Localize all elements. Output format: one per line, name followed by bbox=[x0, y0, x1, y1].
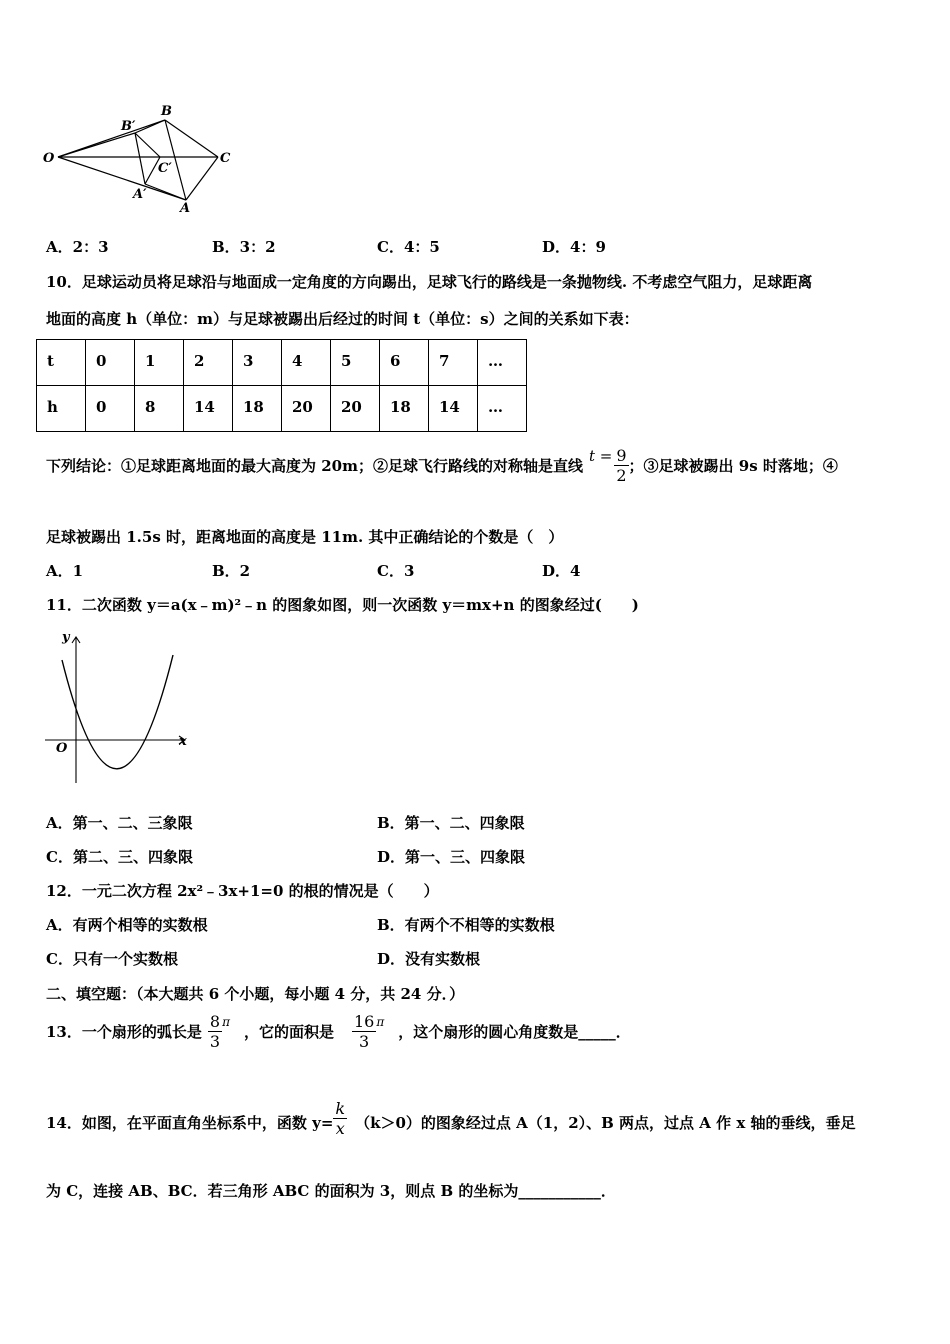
table-cell: 8 bbox=[135, 386, 184, 432]
table-cell: … bbox=[478, 386, 527, 432]
q10-option-d[interactable]: D．4 bbox=[542, 562, 581, 580]
q10-option-b[interactable]: B．2 bbox=[212, 562, 251, 580]
segment-BprimeB bbox=[135, 120, 165, 133]
table-cell: … bbox=[478, 340, 527, 386]
table-cell: 18 bbox=[233, 386, 282, 432]
q11-stem: 11．二次函数 y＝a(x﹣m)²﹣n 的图象如图，则一次函数 y＝mx+n 的图象经过( ) bbox=[46, 596, 639, 614]
label-A: A bbox=[180, 201, 191, 216]
q10-conclusion-line1 bbox=[46, 440, 838, 490]
q10-fraction-9-2 bbox=[614, 446, 628, 485]
q10-stem-line1: 10．足球运动员将足球沿与地面成一定角度的方向踢出，足球飞行的路线是一条抛物线. 不考虑空气阻力，足球距离 bbox=[46, 273, 813, 291]
fraction-denominator: 2 bbox=[616, 465, 627, 485]
label-A-prime: A′ bbox=[133, 187, 147, 202]
q10-option-c[interactable]: C．3 bbox=[377, 562, 415, 580]
q11-option-d[interactable]: D．第一、三、四象限 bbox=[377, 848, 526, 866]
table-row-t bbox=[37, 340, 527, 386]
section2-title: 二、填空题：（本大题共 6 个小题，每小题 4 分，共 24 分．） bbox=[46, 985, 465, 1003]
axis-y-label: y bbox=[62, 630, 70, 645]
label-C-prime: C′ bbox=[158, 161, 172, 176]
q10-conclusion-part2: ；③足球被踢出 9s 时落地；④ bbox=[628, 456, 838, 475]
fraction-numerator: 8 bbox=[209, 1011, 221, 1031]
pi-symbol: π bbox=[376, 1015, 385, 1029]
table-row-h bbox=[37, 386, 527, 432]
q11-option-b[interactable]: B．第一、二、四象限 bbox=[377, 814, 525, 832]
q14-line2: 为 C，连接 AB、BC．若三角形 ABC 的面积为 3，则点 B 的坐标为___________． bbox=[46, 1182, 616, 1200]
table-cell: 2 bbox=[184, 340, 233, 386]
segment-OBprime bbox=[58, 133, 135, 157]
pi-symbol: π bbox=[222, 1015, 230, 1029]
q12-stem: 12．一元二次方程 2x²﹣3x+1=0 的根的情况是（ ） bbox=[46, 882, 439, 900]
table-cell: 6 bbox=[380, 340, 429, 386]
q13-part2: ，它的面积是 bbox=[243, 1022, 334, 1041]
table-cell: 0 bbox=[86, 386, 135, 432]
q11-option-a[interactable]: A．第一、二、三象限 bbox=[46, 814, 193, 832]
fraction-denominator: 3 bbox=[352, 1031, 376, 1051]
q10-conclusion-line2: 足球被踢出 1.5s 时，距离地面的高度是 11m. 其中正确结论的个数是（ ） bbox=[46, 528, 564, 546]
q12-option-c[interactable]: C．只有一个实数根 bbox=[46, 950, 178, 968]
q11-option-c[interactable]: C．第二、三、四象限 bbox=[46, 848, 193, 866]
table-cell: 20 bbox=[331, 386, 380, 432]
q12-option-a[interactable]: A．有两个相等的实数根 bbox=[46, 916, 208, 934]
table-cell: 1 bbox=[135, 340, 184, 386]
q9-option-d[interactable]: D．4：9 bbox=[542, 238, 606, 256]
table-cell: 18 bbox=[380, 386, 429, 432]
fraction-numerator: 9 bbox=[616, 445, 627, 465]
q14-line1 bbox=[46, 1092, 856, 1152]
q10-data-table bbox=[36, 339, 527, 432]
fraction-numerator: k bbox=[335, 1098, 346, 1118]
q14-part2: （k＞0）的图象经过点 A（1，2）、B 两点，过点 A 作 x 轴的垂线，垂足 bbox=[355, 1113, 856, 1132]
q10-conclusion-part1: 下列结论：①足球距离地面的最大高度为 20m；②足球飞行路线的对称轴是直线 bbox=[46, 456, 583, 475]
fraction-numerator: 16 bbox=[353, 1011, 375, 1031]
label-C: C bbox=[220, 151, 231, 166]
q13-fraction-8-3 bbox=[208, 1012, 222, 1051]
q11-parabola-graph bbox=[40, 625, 200, 790]
q12-option-b[interactable]: B．有两个不相等的实数根 bbox=[377, 916, 555, 934]
parabola-curve bbox=[62, 655, 173, 769]
table-cell: 20 bbox=[282, 386, 331, 432]
axis-x-label: x bbox=[179, 734, 187, 749]
segment-CA bbox=[186, 157, 218, 200]
q10-option-a[interactable]: A．1 bbox=[46, 562, 84, 580]
fraction-denominator: 3 bbox=[209, 1031, 221, 1051]
q9-option-c[interactable]: C．4：5 bbox=[377, 238, 440, 256]
q13-part1: 13．一个扇形的弧长是 bbox=[46, 1022, 202, 1041]
label-B: B bbox=[161, 104, 172, 119]
table-cell: t bbox=[37, 340, 86, 386]
q12-option-d[interactable]: D．没有实数根 bbox=[377, 950, 481, 968]
table-cell: 7 bbox=[429, 340, 478, 386]
table-cell: 4 bbox=[282, 340, 331, 386]
label-B-prime: B′ bbox=[121, 119, 136, 134]
q13-fraction-16-3 bbox=[352, 1012, 376, 1051]
q13-line bbox=[46, 1006, 631, 1056]
table-cell: 14 bbox=[184, 386, 233, 432]
q10-t-equals: t = bbox=[588, 447, 613, 465]
q14-fraction-k-x bbox=[333, 1099, 347, 1138]
origin-label: O bbox=[56, 741, 68, 756]
table-cell: 3 bbox=[233, 340, 282, 386]
table-cell: 0 bbox=[86, 340, 135, 386]
q9-geometry-figure bbox=[40, 100, 240, 220]
q14-part1: 14．如图，在平面直角坐标系中，函数 y= bbox=[46, 1113, 334, 1132]
q10-stem-line2: 地面的高度 h（单位：m）与足球被踢出后经过的时间 t（单位：s）之间的关系如下表： bbox=[46, 310, 639, 328]
table-cell: h bbox=[37, 386, 86, 432]
table-cell: 5 bbox=[331, 340, 380, 386]
segment-AprimeA bbox=[145, 184, 186, 200]
table-cell: 14 bbox=[429, 386, 478, 432]
q9-option-b[interactable]: B．3：2 bbox=[212, 238, 276, 256]
label-O: O bbox=[43, 151, 55, 166]
q13-part3: ，这个扇形的圆心角度数是_____． bbox=[398, 1022, 631, 1041]
fraction-denominator: x bbox=[333, 1118, 347, 1138]
q9-option-a[interactable]: A．2：3 bbox=[46, 238, 109, 256]
